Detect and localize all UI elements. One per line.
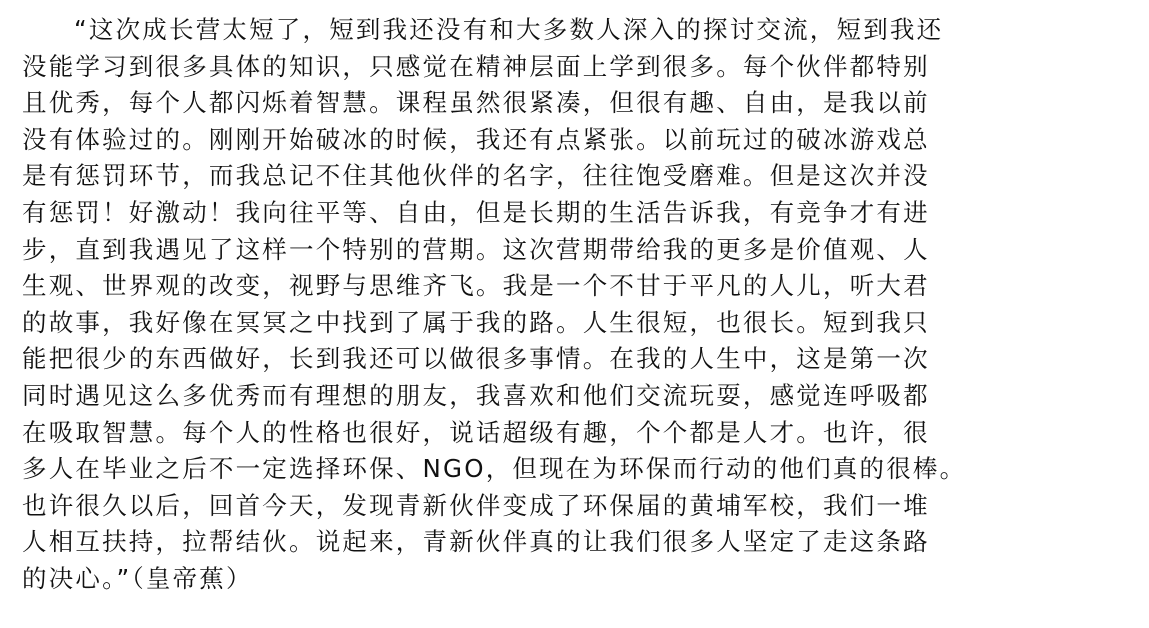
text-line: 生观、世界观的改变，视野与思维齐飞。我是一个不甘于平凡的人儿，听大君 [22, 271, 930, 301]
text-line: 且优秀，每个人都闪烁着智慧。课程虽然很紧凑，但很有趣、自由，是我以前 [22, 88, 930, 118]
text-line: 没能学习到很多具体的知识，只感觉在精神层面上学到很多。每个伙伴都特别 [22, 51, 930, 81]
text-line: 没有体验过的。刚刚开始破冰的时候，我还有点紧张。以前玩过的破冰游戏总 [22, 124, 930, 154]
text-line: “这次成长营太短了，短到我还没有和大多数人深入的探讨交流，短到我还 [74, 15, 944, 44]
text-line: 能把很少的东西做好，长到我还可以做很多事情。在我的人生中，这是第一次 [22, 344, 930, 374]
text-line: 的故事，我好像在冥冥之中找到了属于我的路。人生很短，也很长。短到我只 [22, 307, 930, 337]
text-line: 人相互扶持，拉帮结伙。说起来，青新伙伴真的让我们很多人坚定了走这条路 [22, 527, 930, 557]
text-line: 同时遇见这么多优秀而有理想的朋友，我喜欢和他们交流玩耍，感觉连呼吸都 [22, 380, 930, 410]
text-line: 在吸取智慧。每个人的性格也很好，说话超级有趣，个个都是人才。也许，很 [22, 417, 930, 447]
text-line: 步，直到我遇见了这样一个特别的营期。这次营期带给我的更多是价值观、人 [22, 234, 930, 264]
text-line: 多人在毕业之后不一定选择环保、NGO，但现在为环保而行动的他们真的很棒。 [22, 454, 967, 484]
text-line: 是有惩罚环节，而我总记不住其他伙伴的名字，往往饱受磨难。但是这次并没 [22, 161, 930, 191]
quote-attribution-line: 的决心。”（皇帝蕉） [22, 563, 253, 593]
text-line: 也许很久以后，回首今天，发现青新伙伴变成了环保届的黄埔军校，我们一堆 [22, 490, 930, 520]
text-line: 有惩罚！好激动！我向往平等、自由，但是长期的生活告诉我，有竞争才有进 [22, 197, 930, 227]
quote-paragraph [22, 12, 1132, 598]
